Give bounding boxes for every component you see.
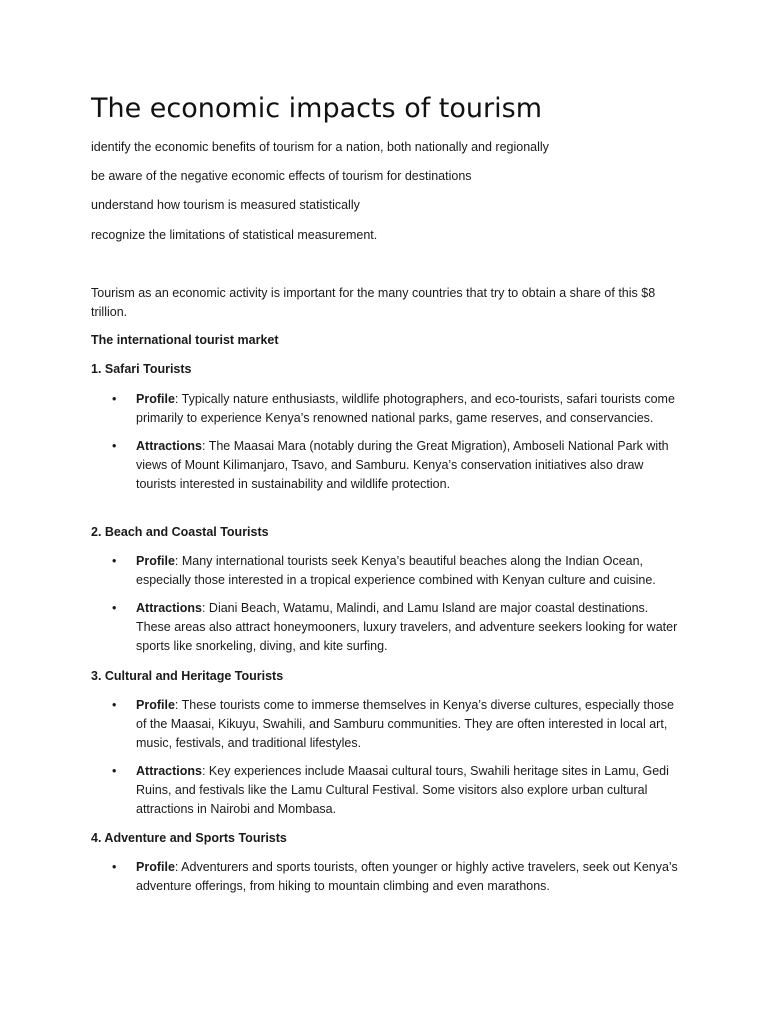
item-body: : The Maasai Mara (notably during the Great Migration), Amboseli National Park with views of Mount Kilimanjaro, Tsavo, and Samburu. Kenya’s conservation initiatives also draw tourists interested in sustainability and wildlife protection. [136,439,669,491]
list-item [91,390,691,428]
item-lead: Profile [136,698,175,712]
list-item [91,762,691,819]
section-list-safari [91,390,691,494]
bullet-icon: • [112,439,117,453]
list-item-text [136,390,681,428]
objective-3: understand how tourism is measured statistically [91,198,360,212]
section-list-cultural [91,696,691,819]
market-heading: The international tourist market [91,333,279,347]
list-item-text [136,762,681,819]
list-item-text [136,858,681,896]
list-item [91,696,691,753]
list-item-text [136,696,681,753]
item-lead: Profile [136,392,175,406]
document-title: The economic impacts of tourism [91,93,542,124]
list-item [91,552,691,590]
item-body: : These tourists come to immerse themselves in Kenya’s diverse cultures, especially those of the Maasai, Kikuyu, Swahili, and Samburu communities. They are often interested in local art, music, festivals, and traditional lifestyles. [136,698,674,750]
item-body: : Key experiences include Maasai cultural tours, Swahili heritage sites in Lamu, Gedi Ruins, and festivals like the Lamu Cultural Festival. Some visitors also explore urban cultural attractions in Nairobi and Mombasa. [136,764,669,816]
list-item-text [136,437,681,494]
section-list-adventure [91,858,691,896]
objective-1: identify the economic benefits of tourism for a nation, both nationally and regionally [91,140,549,154]
item-lead: Attractions [136,439,202,453]
list-item-text [136,552,681,590]
item-lead: Profile [136,554,175,568]
item-body: : Many international tourists seek Kenya’s beautiful beaches along the Indian Ocean, especially those interested in a tropical experience combined with Kenyan culture and cuisine. [136,554,656,587]
item-body: : Diani Beach, Watamu, Malindi, and Lamu Island are major coastal destinations. These areas also attract honeymooners, luxury travelers, and adventure seekers looking for water sports like snorkeling, diving, and kite surfing. [136,601,678,653]
item-body: : Typically nature enthusiasts, wildlife photographers, and eco-tourists, safari tourists come primarily to experience Kenya’s renowned national parks, game reserves, and conservancies. [136,392,675,425]
list-item [91,437,691,494]
bullet-icon: • [112,554,117,568]
section-list-beach [91,552,691,656]
list-item [91,599,691,656]
objective-2: be aware of the negative economic effects of tourism for destinations [91,169,472,183]
section-heading-adventure: 4. Adventure and Sports Tourists [91,831,287,845]
bullet-icon: • [112,860,117,874]
item-body: : Adventurers and sports tourists, often younger or highly active travelers, seek out Kenya’s adventure offerings, from hiking to mountain climbing and even marathons. [136,860,678,893]
list-item-text [136,599,681,656]
item-lead: Attractions [136,601,202,615]
bullet-icon: • [112,601,117,615]
bullet-icon: • [112,392,117,406]
list-item [91,858,691,896]
intro-paragraph: Tourism as an economic activity is important for the many countries that try to obtain a share of this $8 trillion. [91,286,656,319]
bullet-icon: • [112,764,117,778]
item-lead: Attractions [136,764,202,778]
section-heading-cultural: 3. Cultural and Heritage Tourists [91,669,284,683]
section-heading-beach: 2. Beach and Coastal Tourists [91,525,269,539]
objective-4: recognize the limitations of statistical measurement. [91,228,378,242]
bullet-icon: • [112,698,117,712]
section-heading-safari: 1. Safari Tourists [91,362,192,376]
item-lead: Profile [136,860,175,874]
